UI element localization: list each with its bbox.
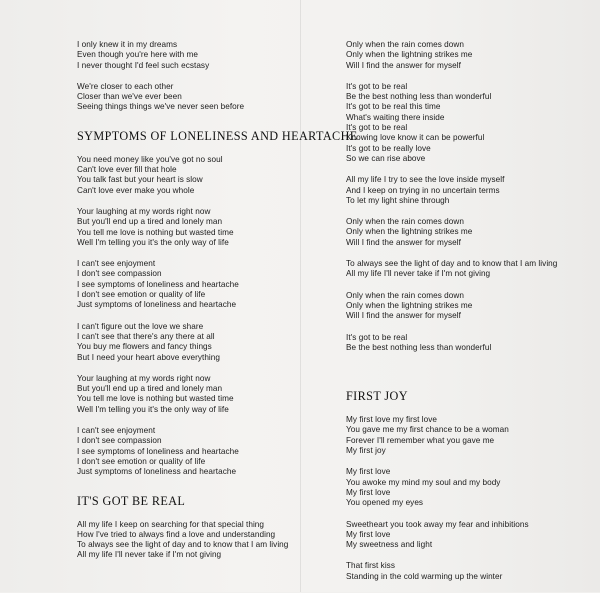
lyric-line: That first kiss (346, 561, 395, 571)
song-title: IT'S GOT BE REAL (77, 493, 186, 508)
lyric-stanza (77, 426, 339, 477)
lyric-stanza (346, 333, 600, 354)
lyric-line: Will I find the answer for myself (346, 237, 461, 247)
lyric-stanza (346, 520, 600, 551)
lyric-stanza (77, 520, 339, 561)
lyric-line: Only when the rain comes down (346, 217, 464, 227)
lyric-line: Well I'm telling you it's the only way of life (77, 404, 229, 414)
lyric-line: You gave me my first chance to be a woman (346, 425, 509, 435)
lyric-line: All my life I try to see the love inside myself (346, 175, 505, 185)
lyric-stanza (346, 561, 600, 582)
lyric-line: All my life I'll never take if I'm not giving (346, 269, 491, 279)
lyric-stanza (77, 322, 339, 363)
lyric-line: You awoke my mind my soul and my body (346, 477, 501, 487)
lyric-line: I don't see compassion (77, 269, 162, 279)
lyric-line: Forever I'll remember what you gave me (346, 435, 495, 445)
lyric-line: My sweetness and light (346, 540, 433, 550)
left-page-column (77, 40, 358, 572)
lyric-line: Only when the lightning strikes me (346, 227, 473, 237)
lyric-line: I can't see that there's any there at all (77, 331, 215, 341)
lyric-line: Will I find the answer for myself (346, 311, 461, 321)
lyric-line: You need money like you've got no soul (77, 154, 223, 164)
song-continuation (77, 40, 339, 113)
lyric-line: It's got to be real (346, 81, 408, 91)
lyric-line: Even though you're here with me (77, 50, 198, 60)
lyric-stanza (77, 259, 339, 310)
lyric-line: I don't see compassion (77, 436, 162, 446)
lyric-line: It's got to be real (346, 332, 408, 342)
lyric-line: It's got to be really love (346, 143, 431, 153)
song-continuation (346, 40, 600, 353)
lyric-line: I never thought I'd feel such ecstasy (77, 60, 210, 70)
lyric-line: Can't love ever fill that hole (77, 165, 177, 175)
lyric-line: My first love (346, 529, 391, 539)
lyric-line: Standing in the cold warming up the winter (346, 571, 503, 581)
lyric-line: But I need your heart above everything (77, 352, 220, 362)
lyric-stanza (346, 217, 600, 248)
lyric-line: My first love (346, 487, 391, 497)
lyric-stanza (77, 374, 339, 415)
lyric-line: Your laughing at my words right now (77, 206, 211, 216)
lyric-line: Seeing things things we've never seen before (77, 102, 245, 112)
lyric-stanza (77, 207, 339, 248)
lyric-line: Only when the rain comes down (346, 40, 464, 49)
lyric-line: You tell me love is nothing but wasted time (77, 227, 234, 237)
lyric-line: Sweetheart you took away my fear and inhibitions (346, 519, 529, 529)
lyric-line: All my life I keep on searching for that special thing (77, 519, 265, 529)
lyric-line: Will I find the answer for myself (346, 60, 461, 70)
lyric-line: It's got to be real this time (346, 102, 441, 112)
song-symptoms-of-loneliness-and-heartache (77, 128, 358, 478)
lyric-line: Just symptoms of loneliness and heartache (77, 300, 237, 310)
lyric-line: Only when the lightning strikes me (346, 300, 473, 310)
lyric-stanza (346, 175, 600, 206)
song-it-s-got-be-real (77, 494, 339, 561)
lyric-line: Be the best nothing less than wonderful (346, 342, 492, 352)
lyric-line: My first joy (346, 446, 386, 456)
lyric-stanza (77, 155, 339, 196)
right-page-column (346, 40, 600, 593)
lyric-line: And I keep on trying in no uncertain terms (346, 185, 500, 195)
lyric-line: So we can rise above (346, 153, 426, 163)
lyric-line: But you'll end up a tired and lonely man (77, 217, 223, 227)
lyric-line: My first love (346, 467, 391, 477)
lyric-line: You tell me love is nothing but wasted time (77, 394, 234, 404)
lyric-line: I can't see enjoyment (77, 426, 156, 436)
lyric-stanza (77, 82, 339, 113)
lyric-line: I don't see emotion or quality of life (77, 290, 206, 300)
lyric-line: How I've tried to always find a love and understanding (77, 529, 276, 539)
song-title: SYMPTOMS OF LONELINESS AND HEARTACHE (77, 128, 358, 143)
lyric-line: Only when the rain comes down (346, 290, 464, 300)
lyric-stanza (346, 467, 600, 508)
lyric-line: To let my light shine through (346, 195, 450, 205)
lyric-line: But you'll end up a tired and lonely man (77, 384, 223, 394)
lyric-line: I see symptoms of loneliness and heartache (77, 279, 239, 289)
lyric-line: You talk fast but your heart is slow (77, 175, 203, 185)
lyric-stanza (346, 82, 600, 164)
lyric-stanza (346, 415, 600, 456)
lyric-stanza (346, 40, 600, 71)
lyric-line: To always see the light of day and to know that I am living (346, 259, 558, 269)
lyric-line: Knowing love know it can be powerful (346, 133, 485, 143)
lyric-line: I see symptoms of loneliness and heartache (77, 446, 239, 456)
lyric-line: Closer than we've ever been (77, 92, 182, 102)
lyric-line: You buy me flowers and fancy things (77, 342, 212, 352)
lyric-line: You opened my eyes (346, 498, 424, 508)
lyric-line: Just symptoms of loneliness and heartache (77, 467, 237, 477)
lyric-stanza (77, 40, 339, 71)
lyric-line: It's got to be real (346, 123, 408, 133)
lyric-line: Well I'm telling you it's the only way of life (77, 237, 229, 247)
lyric-line: I don't see emotion or quality of life (77, 456, 206, 466)
lyric-line: I can't see enjoyment (77, 259, 156, 269)
lyric-line: My first love my first love (346, 415, 437, 425)
lyric-line: Can't love ever make you whole (77, 185, 195, 195)
lyric-line: To always see the light of day and to know that I am living (77, 540, 289, 550)
song-title: FIRST JOY (346, 389, 408, 404)
lyric-line: I can't figure out the love we share (77, 321, 204, 331)
lyric-stanza (346, 259, 600, 280)
lyric-line: All my life I'll never take if I'm not giving (77, 550, 222, 560)
lyric-line: We're closer to each other (77, 81, 174, 91)
lyric-line: Your laughing at my words right now (77, 373, 211, 383)
lyric-line: Be the best nothing less than wonderful (346, 92, 492, 102)
lyric-line: Only when the lightning strikes me (346, 50, 473, 60)
lyric-line: I only knew it in my dreams (77, 40, 178, 49)
lyric-stanza (346, 291, 600, 322)
lyric-line: What's waiting there inside (346, 112, 445, 122)
song-first-joy (346, 389, 600, 582)
